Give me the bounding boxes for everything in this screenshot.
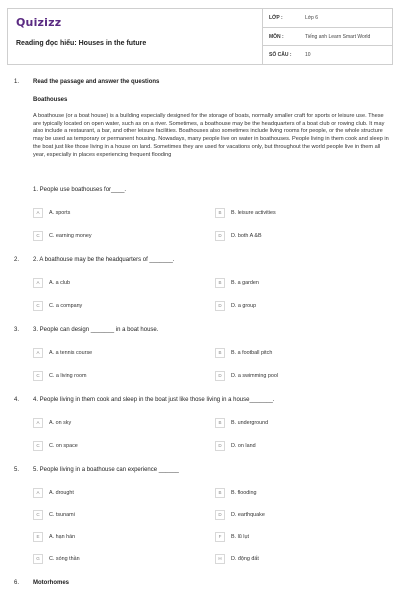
option-text: D. both A &B — [231, 232, 262, 239]
meta-label: MÔN : — [269, 33, 284, 40]
option-text: A. hạn hán — [49, 533, 76, 540]
option-text: D. động đất — [231, 555, 259, 562]
question-number: 2. — [14, 257, 20, 263]
question-text: 4. People living in them cook and sleep in the boat just like those living in a house_______. — [33, 397, 275, 403]
option-letter-box: C — [33, 510, 43, 520]
option-text: B. a football pitch — [231, 349, 273, 356]
answer-option[interactable] — [33, 300, 82, 311]
option-text: B. flooding — [231, 489, 257, 496]
option-text: B. a garden — [231, 279, 259, 286]
meta-row-class — [263, 9, 392, 28]
header-left — [8, 9, 262, 64]
answer-option[interactable] — [33, 347, 92, 358]
option-text: D. a group — [231, 302, 257, 309]
answer-option[interactable] — [215, 509, 265, 520]
answer-option[interactable] — [33, 417, 71, 428]
answer-option[interactable] — [33, 531, 75, 542]
answer-option[interactable] — [215, 553, 259, 564]
meta-label: SỐ CÂU : — [269, 52, 292, 59]
option-text: C. a company — [49, 302, 83, 309]
option-letter-box: B — [215, 488, 225, 498]
option-letter-box: F — [215, 532, 225, 542]
option-letter-box: D — [215, 441, 225, 451]
option-letter-box: H — [215, 554, 225, 564]
question-text: 5. People living in a boathouse can experience ______ — [33, 467, 179, 473]
option-text: D. on land — [231, 442, 256, 449]
option-text: A. drought — [49, 489, 74, 496]
header-meta — [262, 9, 392, 64]
answer-option[interactable] — [215, 531, 249, 542]
answer-option[interactable] — [215, 347, 272, 358]
option-letter-box: C — [33, 301, 43, 311]
option-text: A. sports — [49, 209, 71, 216]
question-text: 3. People can design _______ in a boat house. — [33, 327, 159, 333]
question-number: 5. — [14, 467, 20, 473]
option-text: B. leisure activities — [231, 209, 276, 216]
option-letter-box: A — [33, 418, 43, 428]
option-letter-box: A — [33, 278, 43, 288]
option-letter-box: C — [33, 441, 43, 451]
worksheet-title: Reading đọc hiểu: Houses in the future — [16, 40, 147, 47]
question-instruction: Read the passage and answer the questions — [33, 79, 160, 85]
answer-option[interactable] — [33, 487, 74, 498]
option-text: A. on sky — [49, 419, 72, 426]
answer-option[interactable] — [215, 230, 262, 241]
answer-option[interactable] — [33, 509, 75, 520]
question-number: 3. — [14, 327, 20, 333]
answer-option[interactable] — [33, 277, 70, 288]
answer-option[interactable] — [215, 207, 276, 218]
answer-option[interactable] — [215, 417, 268, 428]
meta-label: LỚP : — [269, 14, 283, 21]
option-text: A. a tennis course — [49, 349, 93, 356]
option-letter-box: G — [33, 554, 43, 564]
option-letter-box: C — [33, 371, 43, 381]
question-number: 4. — [14, 397, 20, 403]
reading-passage: A boathouse (or a boat house) is a building especially designed for the storage of boats, normally smaller craft for sports or leisure use. These are typically located on open water, such as on a river. Sometimes, a boathouse may be the headquarters of a boat club or rowing club. It may also include a restaurant, a bar, and other leisure facilities. Boathouses also sometimes include living rooms for people, or the whole structure may be used as temporary or permanent housing. Nowadays, many people live on water in boathouses. People living in them cook and sleep in the boat just like those living in a house on land. Sometimes they are used for vacations only, but throughout the world people live in them all year, especially in places experiencing frequent flooding — [33, 113, 389, 158]
meta-value: Tiếng anh Learn Smart World — [305, 33, 371, 40]
question-text: 2. A boathouse may be the headquarters of _______. — [33, 257, 175, 263]
section-title: Motorhomes — [33, 580, 69, 586]
meta-value: Lớp 6 — [305, 14, 319, 21]
option-text: D. a swimming pool — [231, 372, 279, 379]
answer-option[interactable] — [215, 277, 259, 288]
option-text: B. underground — [231, 419, 269, 426]
option-text: A. a club — [49, 279, 70, 286]
option-letter-box: B — [215, 278, 225, 288]
option-letter-box: B — [215, 418, 225, 428]
passage-title: Boathouses — [33, 97, 68, 103]
meta-row-count — [263, 46, 392, 64]
option-letter-box: D — [215, 231, 225, 241]
option-letter-box: A — [33, 208, 43, 218]
answer-option[interactable] — [33, 440, 78, 451]
option-letter-box: A — [33, 348, 43, 358]
option-letter-box: D — [215, 301, 225, 311]
answer-option[interactable] — [33, 370, 86, 381]
answer-option[interactable] — [33, 207, 70, 218]
option-text: C. a living room — [49, 372, 87, 379]
answer-option[interactable] — [215, 370, 278, 381]
option-text: C. on space — [49, 442, 78, 449]
option-letter-box: D — [215, 371, 225, 381]
option-letter-box: A — [33, 488, 43, 498]
question-number: 6. — [14, 580, 20, 586]
option-text: C. tsunami — [49, 511, 75, 518]
meta-row-subject — [263, 28, 392, 47]
option-text: D. earthquake — [231, 511, 265, 518]
question-number: 1. — [14, 79, 20, 85]
option-text: B. lũ lụt — [231, 533, 249, 540]
answer-option[interactable] — [33, 553, 80, 564]
worksheet-header — [7, 8, 393, 65]
question-text: 1. People use boathouses for____. — [33, 187, 127, 193]
option-letter-box: B — [215, 348, 225, 358]
option-letter-box: B — [215, 208, 225, 218]
answer-option[interactable] — [33, 230, 92, 241]
meta-value: 10 — [305, 52, 311, 59]
option-letter-box: C — [33, 231, 43, 241]
option-letter-box: E — [33, 532, 43, 542]
answer-option[interactable] — [215, 300, 256, 311]
answer-option[interactable] — [215, 440, 256, 451]
quizizz-logo: Quizizz — [16, 16, 62, 29]
option-text: C. earning money — [49, 232, 92, 239]
option-text: C. sóng thần — [49, 555, 80, 562]
answer-option[interactable] — [215, 487, 256, 498]
option-letter-box: D — [215, 510, 225, 520]
